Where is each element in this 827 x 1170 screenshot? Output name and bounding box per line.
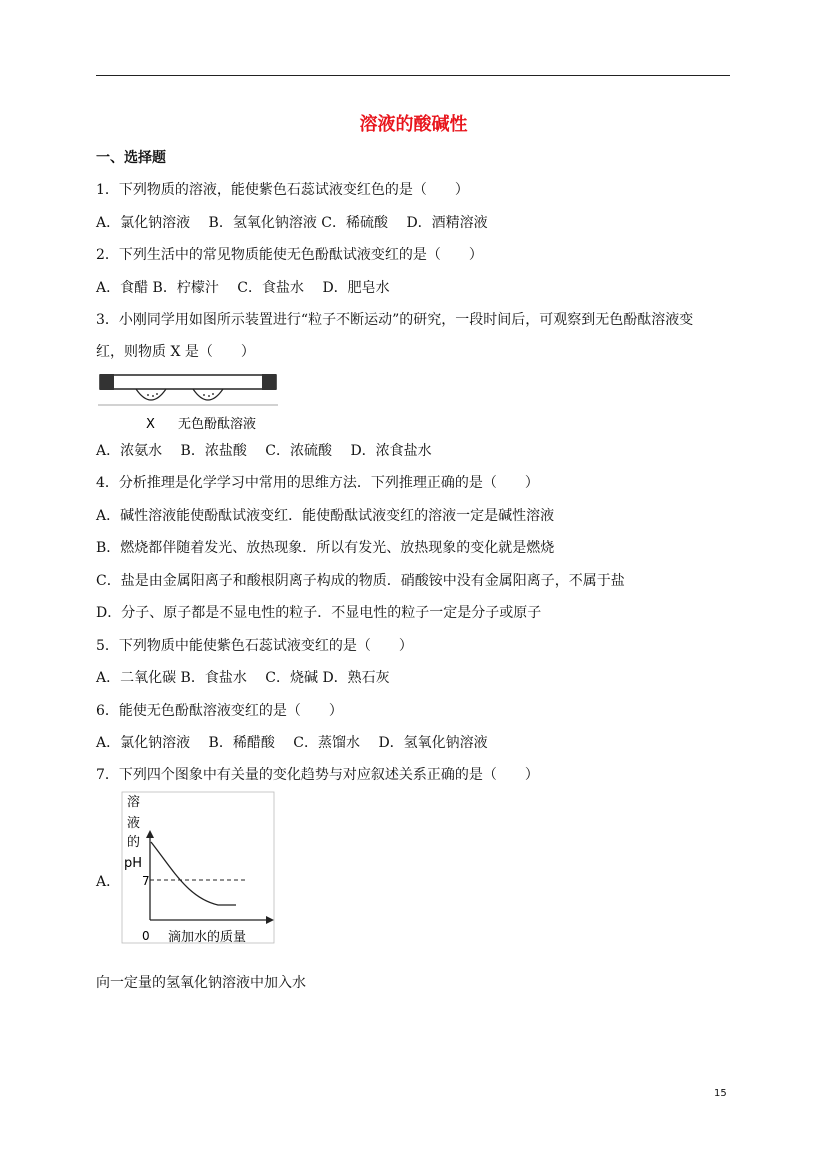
question-4: 4．分析推理是化学学习中常用的思维方法．下列推理正确的是（ ） (96, 475, 539, 491)
left-stopper (100, 374, 114, 390)
question-3-line2: 红，则物质 X 是（ ） (96, 344, 255, 360)
question-7-option-a-caption: 向一定量的氢氧化钠溶液中加入水 (96, 975, 306, 991)
question-6: 6．能使无色酚酞溶液变红的是（ ） (96, 703, 343, 719)
question-7-option-a-label: A． (96, 874, 121, 890)
ph-graph-figure (118, 790, 278, 946)
y-label-char-1: 溶 (127, 795, 141, 810)
question-3-options: A．浓氨水 B．浓盐酸 C．浓硫酸 D．浓食盐水 (96, 443, 432, 459)
question-3-line1: 3．小刚同学用如图所示装置进行“粒子不断运动”的研究，一段时间后，可观察到无色酚酞溶液变 (96, 312, 694, 328)
header-rule (96, 75, 730, 76)
question-5: 5．下列物质中能使紫色石蕊试液变红的是（ ） (96, 638, 413, 654)
y-label-char-2: 液 (127, 816, 141, 831)
question-5-options: A．二氧化碳 B．食盐水 C．烧碱 D．熟石灰 (96, 670, 390, 686)
question-4-option-d: D．分子、原子都是不显电性的粒子．不显电性的粒子一定是分子或原子 (96, 605, 542, 621)
question-2-options: A．食醋 B．柠檬汁 C．食盐水 D．肥皂水 (96, 280, 390, 296)
y-label-char-3: 的 (127, 835, 141, 850)
question-2: 2．下列生活中的常见物质能使无色酚酞试液变红的是（ ） (96, 247, 483, 263)
question-4-option-b: B．燃烧都伴随着发光、放热现象．所以有发光、放热现象的变化就是燃烧 (96, 540, 555, 556)
section-heading: 一、选择题 (96, 150, 166, 166)
question-6-options: A．氯化钠溶液 B．稀醋酸 C．蒸馏水 D．氢氧化钠溶液 (96, 735, 488, 751)
origin-label: 0 (142, 929, 150, 943)
glass-tube (100, 375, 276, 389)
label-x: X (146, 417, 155, 432)
left-dish (136, 389, 166, 400)
question-1-options: A．氯化钠溶液 B．氢氧化钠溶液 C．稀硫酸 D．酒精溶液 (96, 215, 488, 231)
question-4-option-c: C．盐是由金属阳离子和酸根阴离子构成的物质．硝酸铵中没有金属阳离子，不属于盐 (96, 573, 625, 589)
y-label-ph: pH (124, 856, 143, 871)
ph7-tick-label: 7 (142, 874, 150, 888)
question-7: 7．下列四个图象中有关量的变化趋势与对应叙述关系正确的是（ ） (96, 767, 539, 783)
label-phenolphthalein: 无色酚酞溶液 (178, 417, 257, 432)
right-stopper (262, 374, 276, 390)
diffusion-apparatus-figure (98, 371, 278, 435)
page-number: 15 (714, 1088, 727, 1099)
page-title: 溶液的酸碱性 (359, 114, 468, 135)
x-axis-label: 滴加水的质量 (168, 930, 247, 945)
right-dish (193, 389, 223, 400)
question-4-option-a: A．碱性溶液能使酚酞试液变红．能使酚酞试液变红的溶液一定是碱性溶液 (96, 508, 555, 524)
question-1: 1．下列物质的溶液，能使紫色石蕊试液变红色的是（ ） (96, 182, 469, 198)
